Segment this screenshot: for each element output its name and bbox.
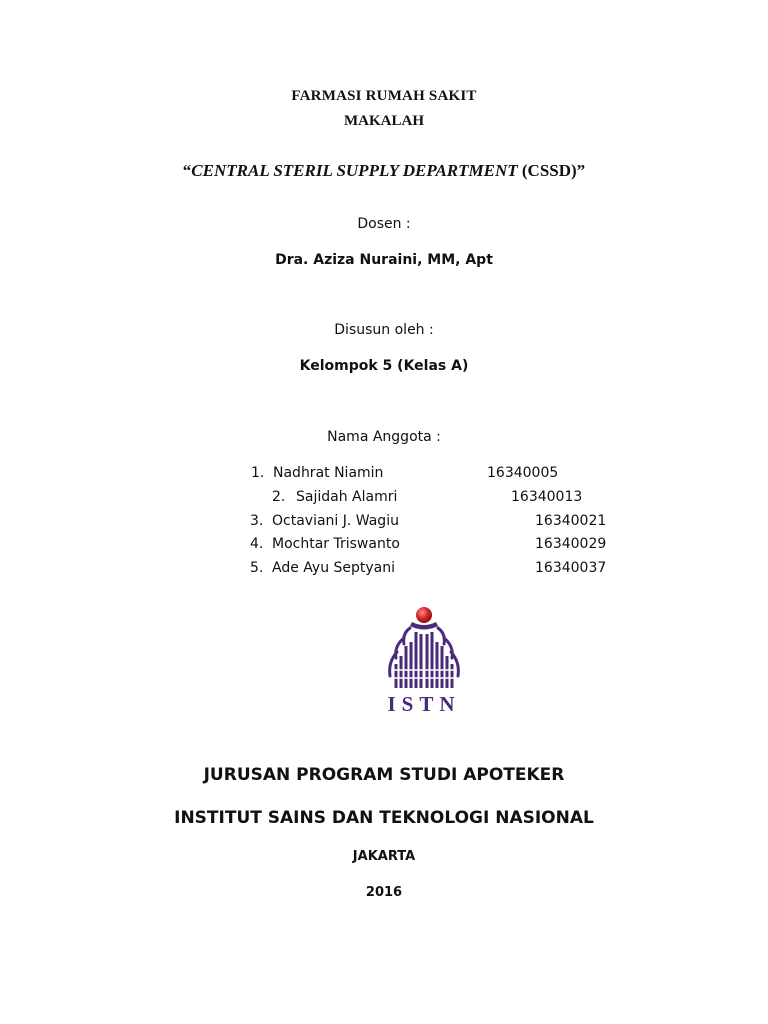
member-name: Nadhrat Niamin	[273, 465, 384, 481]
member-name: Mochtar Triswanto	[272, 536, 400, 552]
member-id: 16340013	[511, 489, 583, 505]
member-id: 16340021	[535, 513, 607, 529]
title-italic-part: CENTRAL STERIL SUPPLY DEPARTMENT	[191, 161, 518, 180]
year: 2016	[365, 885, 403, 900]
member-number: 4.	[250, 536, 264, 552]
title-open-quote: “	[182, 161, 192, 180]
member-number: 3.	[250, 513, 264, 529]
istn-logo	[382, 604, 466, 716]
member-id: 16340029	[535, 536, 607, 552]
istn-logo-text: ISTN	[387, 692, 461, 716]
lecturer-label: Dosen :	[357, 216, 411, 232]
member-name: Octaviani J. Wagiu	[272, 513, 399, 529]
member-id: 16340037	[535, 560, 607, 576]
member-name: Sajidah Alamri	[296, 489, 398, 505]
member-number: 5.	[250, 560, 264, 576]
department-name: JURUSAN PROGRAM STUDI APOTEKER	[203, 765, 565, 785]
group-name: Kelompok 5 (Kelas A)	[299, 358, 469, 374]
course-title: FARMASI RUMAH SAKIT	[291, 88, 477, 104]
paper-title	[0, 161, 768, 181]
document-type: MAKALAH	[344, 113, 424, 129]
compiled-by-label: Disusun oleh :	[334, 322, 434, 338]
member-number: 1.	[251, 465, 265, 481]
institution-name: INSTITUT SAINS DAN TEKNOLOGI NASIONAL	[174, 808, 594, 828]
istn-logo-icon	[382, 604, 466, 692]
title-rest: (CSSD)”	[517, 161, 586, 180]
lecturer-name: Dra. Aziza Nuraini, MM, Apt	[275, 252, 493, 268]
member-number: 2.	[272, 489, 286, 505]
member-id: 16340005	[487, 465, 559, 481]
members-label: Nama Anggota :	[327, 429, 441, 445]
city-name: JAKARTA	[352, 849, 416, 864]
member-name: Ade Ayu Septyani	[272, 560, 396, 576]
